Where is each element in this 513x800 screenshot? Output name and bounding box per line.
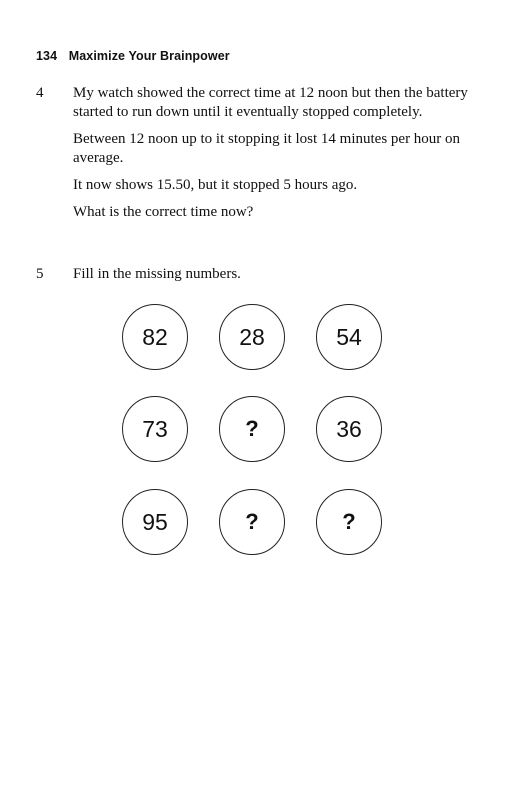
problem-paragraph: It now shows 15.50, but it stopped 5 hours ago. bbox=[73, 177, 358, 193]
number-circle: 95 bbox=[122, 489, 188, 555]
number-circle: 82 bbox=[122, 304, 188, 370]
problem-instruction: Fill in the missing numbers. bbox=[73, 266, 241, 282]
page-number: 134 bbox=[36, 49, 58, 63]
number-circle: 73 bbox=[122, 396, 188, 462]
missing-number-circle: ? bbox=[219, 396, 285, 462]
problem-paragraph: Between 12 noon up to it stopping it lost 14 minutes per hour on average. bbox=[73, 131, 461, 166]
problem-paragraph: My watch showed the correct time at 12 noon but then the battery started to run down until it eventually stopped completely. bbox=[73, 85, 468, 120]
problem-number: 5 bbox=[36, 266, 44, 282]
number-circle: 28 bbox=[219, 304, 285, 370]
number-circle: 36 bbox=[316, 396, 382, 462]
book-title: Maximize Your Brainpower bbox=[68, 49, 230, 63]
problem-5 bbox=[36, 265, 476, 292]
page-header bbox=[36, 49, 230, 63]
missing-number-circle: ? bbox=[316, 489, 382, 555]
missing-number-circle: ? bbox=[219, 489, 285, 555]
problem-number: 4 bbox=[36, 85, 44, 101]
problem-body bbox=[73, 265, 476, 284]
number-circle: 54 bbox=[316, 304, 382, 370]
problem-4 bbox=[36, 84, 476, 230]
problem-body bbox=[73, 84, 476, 222]
problem-question: What is the correct time now? bbox=[73, 204, 254, 220]
